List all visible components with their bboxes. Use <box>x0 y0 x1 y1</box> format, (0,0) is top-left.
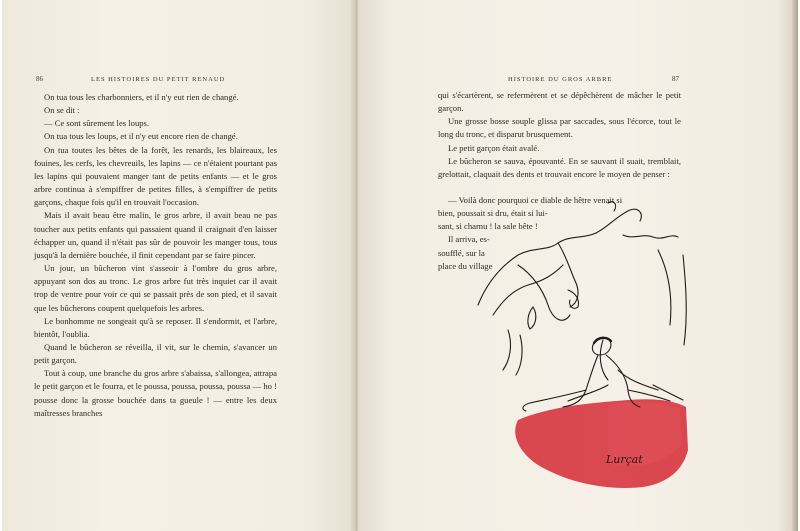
paragraph: Quand le bûcheron se réveilla, il vit, sur le chemin, s'avancer un petit garçon. <box>34 341 277 366</box>
paragraph: Mais il avait beau être malin, le gros arbre, il avait beau ne pas toucher aux petits enfants qui passaient quand il craignait d'en laisser échapper un, quand il n'était pas sûr de pouvoir les manger tous, tous jusqu'à la dernière bouchée, il finit cependant par se faire pincer. <box>34 210 277 260</box>
book-edge <box>792 0 798 531</box>
page-number-left: 86 <box>36 75 43 83</box>
running-header-left: LES HISTOIRES DU PETIT RENAUD <box>91 76 226 83</box>
illustration-signature: Lurçat <box>606 453 643 466</box>
left-page-text <box>34 91 277 420</box>
paragraph: qui s'écartèrent, se refermèrent et se dépêchèrent de mâcher le petit garçon. <box>438 90 681 114</box>
left-page <box>2 0 355 531</box>
right-page-text <box>438 89 681 181</box>
text-line: place du village <box>438 260 493 271</box>
page-number-right: 87 <box>672 75 679 83</box>
paragraph: Un jour, un bûcheron vint s'asseoir à l'ombre du gros arbre, appuyant son dos au tronc. Le gros arbre fut très inquiet car il avait trop de ventre pour voir ce qui se passait près de son pied, et il savait que les bûcherons coupent quelquefois les arbres. <box>34 263 277 313</box>
text-line: Il arriva, es- <box>448 234 490 245</box>
paragraph: On tua tous les loups, et il n'y eut encore rien de changé. <box>44 131 238 142</box>
paragraph: Le bonhomme ne songeait qu'à se reposer. Il s'endormit, et l'arbre, bientôt, l'oublia. <box>34 315 277 339</box>
paragraph: On tua toutes les bêtes de la forêt, les renards, les blaireaux, les fouines, les cerfs, les chevreuils, les lapins — ce n'étaient pourtant pas les lapins qui pouvaient manger tant de petits enfants — et le gros arbre continua à s'empiffrer de petites filles, à s'empiffrer de petits garçons, chaque fois qu'il en trouvait l'occasion. <box>34 144 277 208</box>
paragraph: Une grosse bosse souple glissa par saccades, sous l'écorce, tout le long du tronc, et disparut brusquement. <box>438 116 681 140</box>
paragraph: Le petit garçon était avalé. <box>448 142 540 153</box>
ink-drawing <box>478 202 686 411</box>
paragraph: On se dit : <box>44 105 80 116</box>
paragraph: On tua tous les charbonniers, et il n'y eut rien de changé. <box>44 92 239 102</box>
woodcutter-illustration <box>458 195 698 495</box>
paragraph: — Ce sont sûrement les loups. <box>44 118 150 129</box>
text-line: — Voilà donc pourquoi ce diable de hêtre venait si <box>448 195 623 205</box>
paragraph: Le bûcheron se sauva, épouvanté. En se sauvant il suait, tremblait, grelottait, claquait des dents et trouvait encore le moyen de penser : <box>438 155 681 179</box>
text-line: sant, si charnu ! la sale bête ! <box>438 221 538 232</box>
paragraph: Tout à coup, une branche du gros arbre s'abaissa, s'allongea, attrapa le petit garçon et le fourra, et le poussa, poussa, poussa, poussa — ho ! pousse donc la grosse bouchée dans ta gueule ! — entre les deux maîtresses branches <box>34 368 277 418</box>
text-line: bien, poussait si dru, était si lui- <box>438 208 548 219</box>
text-line: soufflé, sur la <box>438 247 485 258</box>
running-header-right: HISTOIRE DU GROS ARBRE <box>508 76 613 83</box>
